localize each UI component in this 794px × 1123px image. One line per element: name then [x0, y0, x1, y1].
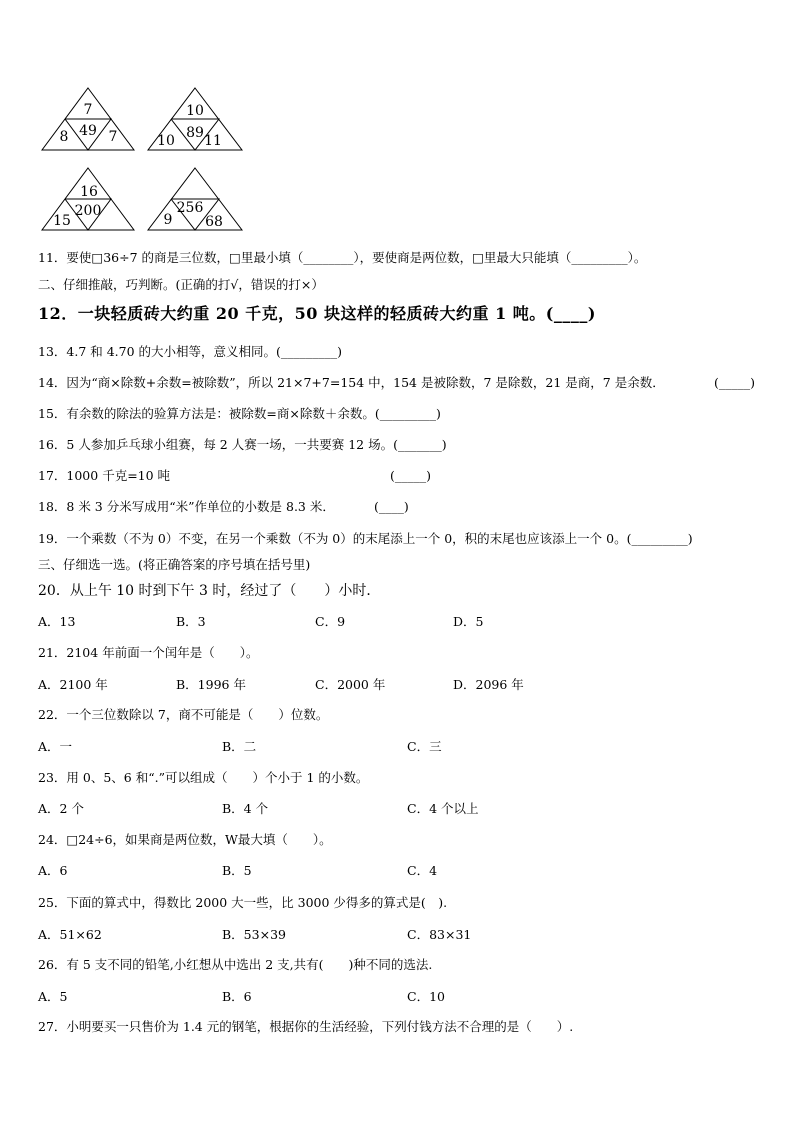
question-17: 17．1000 千克=10 吨: [38, 468, 171, 483]
section-2-heading: 二、仔细推敲，巧判断。(正确的打√，错误的打×）: [38, 277, 324, 292]
question-21: 21．2104 年前面一个闰年是（ ）。: [38, 645, 259, 660]
tri2-top: 10: [186, 103, 204, 119]
q20-option-c: C．9: [315, 614, 346, 629]
section-3-heading: 三、仔细选一选。(将正确答案的序号填在括号里): [38, 557, 311, 572]
q22-option-c: C．三: [407, 739, 442, 754]
triangle-figure-2: [146, 86, 244, 152]
q21-option-d: D．2096 年: [453, 677, 524, 692]
question-15: 15．有余数的除法的验算方法是：被除数=商×除数＋余数。(_________): [38, 406, 441, 421]
tri4-top: 256: [176, 200, 204, 216]
question-14: 14．因为“商×除数+余数=被除数”，所以 21×7+7=154 中，154 是被除数，7 是除数，21 是商，7 是余数．: [38, 375, 665, 390]
tri3-top: 16: [80, 184, 98, 200]
q26-option-c: C．10: [407, 989, 445, 1004]
question-16: 16．5 人参加乒乓球小组赛，每 2 人赛一场，一共要赛 12 场。(_______): [38, 437, 447, 452]
q20-option-a: A．13: [38, 614, 76, 629]
tri4-left: 9: [163, 212, 173, 228]
q21-option-b: B．1996 年: [176, 677, 246, 692]
tri1-right: 7: [108, 129, 118, 145]
question-22: 22．一个三位数除以 7，商不可能是（ ）位数。: [38, 707, 329, 722]
triangle-figure-3: [40, 166, 136, 232]
question-18: 18．8 米 3 分米写成用“米”作单位的小数是 8.3 米．: [38, 499, 335, 514]
q26-option-b: B．6: [222, 989, 252, 1004]
tri1-left: 8: [59, 129, 69, 145]
tri1-top: 7: [83, 102, 93, 118]
q21-option-c: C．2000 年: [315, 677, 386, 692]
q26-option-a: A．5: [38, 989, 68, 1004]
question-26: 26．有 5 支不同的铅笔,小红想从中选出 2 支,共有( )种不同的选法.: [38, 957, 433, 972]
question-13: 13．4.7 和 4.70 的大小相等，意义相同。(_________): [38, 344, 343, 359]
q25-option-c: C．83×31: [407, 927, 472, 942]
q25-option-a: A．51×62: [38, 927, 102, 942]
q24-option-c: C．4: [407, 863, 438, 878]
tri3-center: 200: [74, 203, 102, 219]
q22-option-b: B．二: [222, 739, 257, 754]
triangle-figure-1: [40, 86, 136, 152]
question-14-blank: (_____): [714, 375, 756, 390]
question-25: 25．下面的算式中，得数比 2000 大一些，比 3000 少得多的算式是( ).: [38, 895, 448, 910]
q24-option-b: B．5: [222, 863, 252, 878]
q20-option-b: B．3: [176, 614, 206, 629]
question-18-blank: (____): [374, 499, 409, 514]
tri2-right: 11: [204, 133, 222, 149]
question-12: 12．一块轻质砖大约重 20 千克，50 块这样的轻质砖大约重 1 吨。(____): [38, 304, 596, 323]
q23-option-a: A．2 个: [38, 801, 84, 816]
question-17-blank: (_____): [390, 468, 432, 483]
q20-option-d: D．5: [453, 614, 484, 629]
tri3-left: 15: [53, 213, 71, 229]
q21-option-a: A．2100 年: [38, 677, 108, 692]
question-11: 11．要使□36÷7 的商是三位数，□里最小填（________），要使商是两位数，□里最大只能填（_________）。: [38, 250, 647, 265]
tri1-center: 49: [79, 123, 97, 139]
question-27: 27．小明要买一只售价为 1.4 元的钢笔，根据你的生活经验，下列付钱方法不合理的是（ ）.: [38, 1019, 574, 1034]
tri2-center: 89: [186, 125, 204, 141]
question-24: 24．□24÷6，如果商是两位数，W最大填（ ）。: [38, 832, 332, 847]
q23-option-c: C．4 个以上: [407, 801, 479, 816]
q23-option-b: B．4 个: [222, 801, 269, 816]
q25-option-b: B．53×39: [222, 927, 286, 942]
triangle-figure-4: [146, 166, 244, 232]
question-23: 23．用 0、5、6 和“.”可以组成（ ）个小于 1 的小数。: [38, 770, 369, 785]
question-20: 20．从上午 10 时到下午 3 时，经过了（ ）小时．: [38, 583, 381, 599]
q24-option-a: A．6: [38, 863, 68, 878]
q22-option-a: A．一: [38, 739, 73, 754]
tri2-left: 10: [157, 133, 175, 149]
tri4-right: 68: [205, 214, 223, 230]
question-19: 19．一个乘数（不为 0）不变，在另一个乘数（不为 0）的末尾添上一个 0，积的末尾也应该添上一个 0。(_________): [38, 531, 693, 546]
